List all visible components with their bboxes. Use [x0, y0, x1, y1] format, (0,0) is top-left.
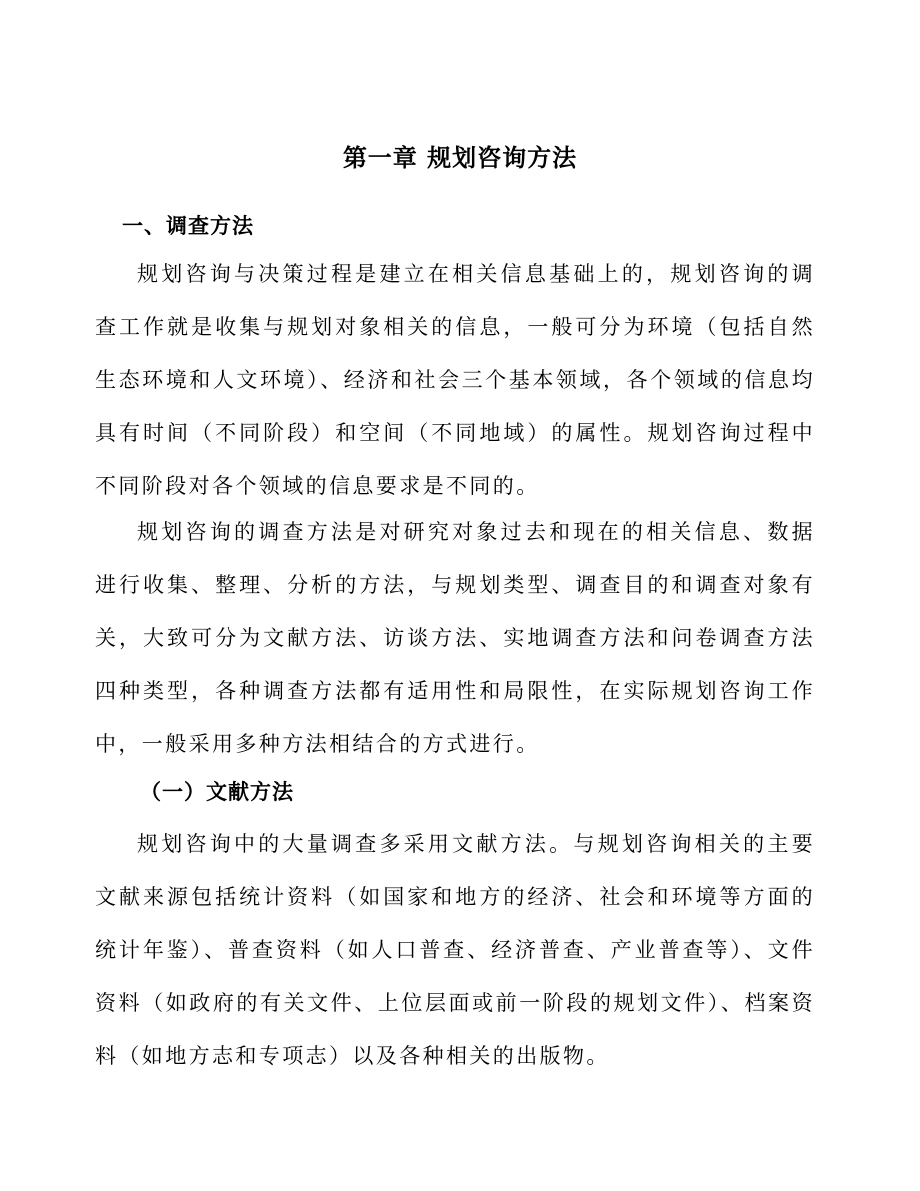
- paragraph-research-overview: 规划咨询与决策过程是建立在相关信息基础上的，规划咨询的调查工作就是收集与规划对象相关的信息，一般可分为环境（包括自然生态环境和人文环境）、经济和社会三个基本领域，各个领域的信息均具有时间（不同阶段）和空间（不同地域）的属性。规划咨询过程中不同阶段对各个领域的信息要求是不同的。: [95, 262, 815, 498]
- paragraph-research-methods: 规划咨询的调查方法是对研究对象过去和现在的相关信息、数据进行收集、整理、分析的方法，与规划类型、调查目的和调查对象有关，大致可分为文献方法、访谈方法、实地调查方法和问卷调查方法四种类型，各种调查方法都有适用性和局限性，在实际规划咨询工作中，一般采用多种方法相结合的方式进行。: [95, 520, 815, 756]
- section-heading: 一、调查方法: [122, 213, 254, 238]
- paragraph-literature-method: 规划咨询中的大量调查多采用文献方法。与规划咨询相关的主要文献来源包括统计资料（如国家和地方的经济、社会和环境等方面的统计年鉴）、普查资料（如人口普查、经济普查、产业普查等）、文件资料（如政府的有关文件、上位层面或前一阶段的规划文件）、档案资料（如地方志和专项志）以及各种相关的出版物。: [95, 832, 815, 1068]
- chapter-title: 第一章 规划咨询方法: [342, 143, 578, 172]
- subsection-heading: （一）文献方法: [140, 779, 294, 804]
